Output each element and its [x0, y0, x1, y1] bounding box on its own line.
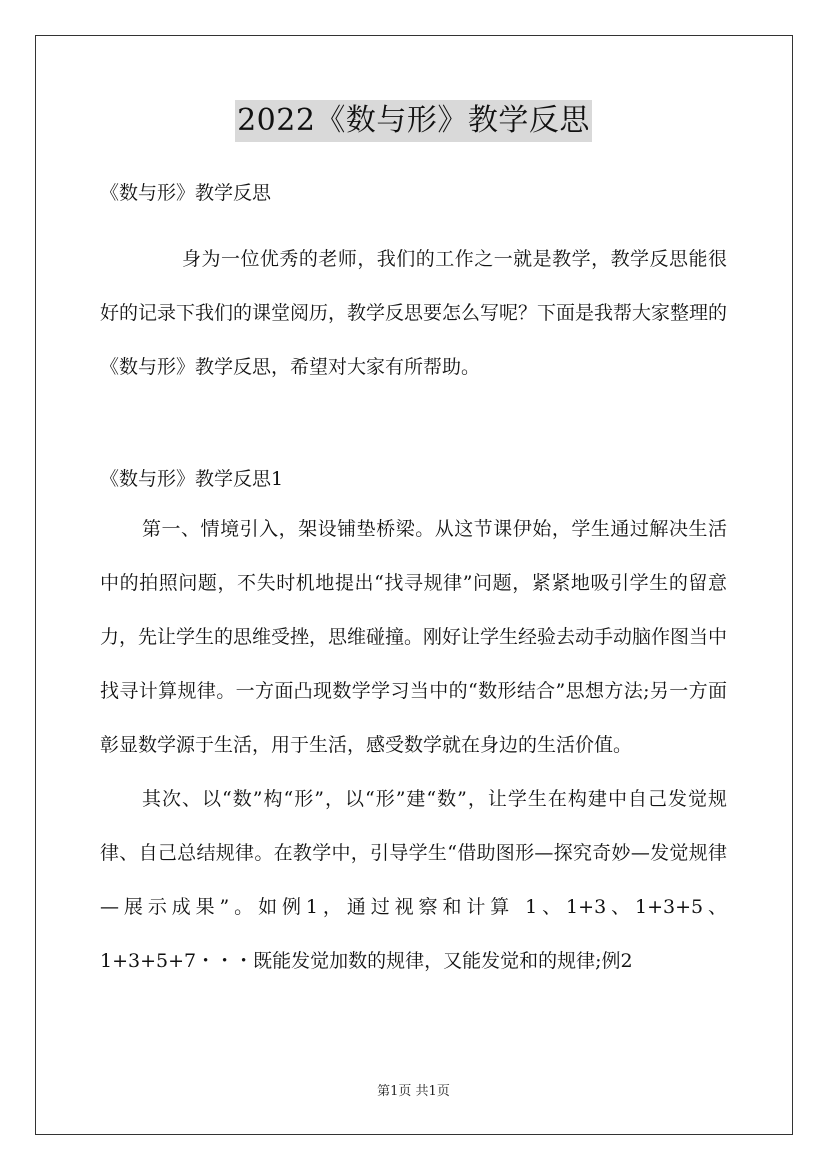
page-footer: 第1页 共1页 [377, 1084, 450, 1099]
intro-heading: 《数与形》教学反思 [100, 182, 272, 204]
body-paragraph: 第一、情境引入，架设铺垫桥梁。从这节课伊始，学生通过解决生活中的拍照问题，不失时机地提出“找寻规律”问题，紧紧地吸引学生的留意力，先让学生的思维受挫，思维碰撞。刚好让学生经验去动手动脑作图当中找寻计算规律。一方面凸现数学学习当中的“数形结合”思想方法;另一方面彰显数学源于生活，用于生活，感受数学就在身边的生活价值。 [100, 518, 728, 756]
document-title: 2022《数与形》教学反思 [235, 100, 592, 142]
document-body [100, 170, 727, 988]
section-heading: 《数与形》教学反思1 [100, 468, 284, 490]
spacer [100, 394, 727, 456]
spacer [100, 216, 727, 232]
body-paragraph: 其次、以“数”构“形”，以“形”建“数”，让学生在构建中自己发觉规律、自己总结规律。在教学中，引导学生“借助图形—探究奇妙—发觉规律—展示成果”。如例1，通过视察和计算 1、1+3、1+3+5、1+3+5+7・・・既能发觉加数的规律，又能发觉和的规律;例2 [100, 788, 727, 972]
intro-paragraph: 身为一位优秀的老师，我们的工作之一就是教学，教学反思能很好的记录下我们的课堂阅历，教学反思要怎么写呢？下面是我帮大家整理的《数与形》教学反思，希望对大家有所帮助。 [100, 248, 728, 378]
title-container [0, 100, 827, 142]
